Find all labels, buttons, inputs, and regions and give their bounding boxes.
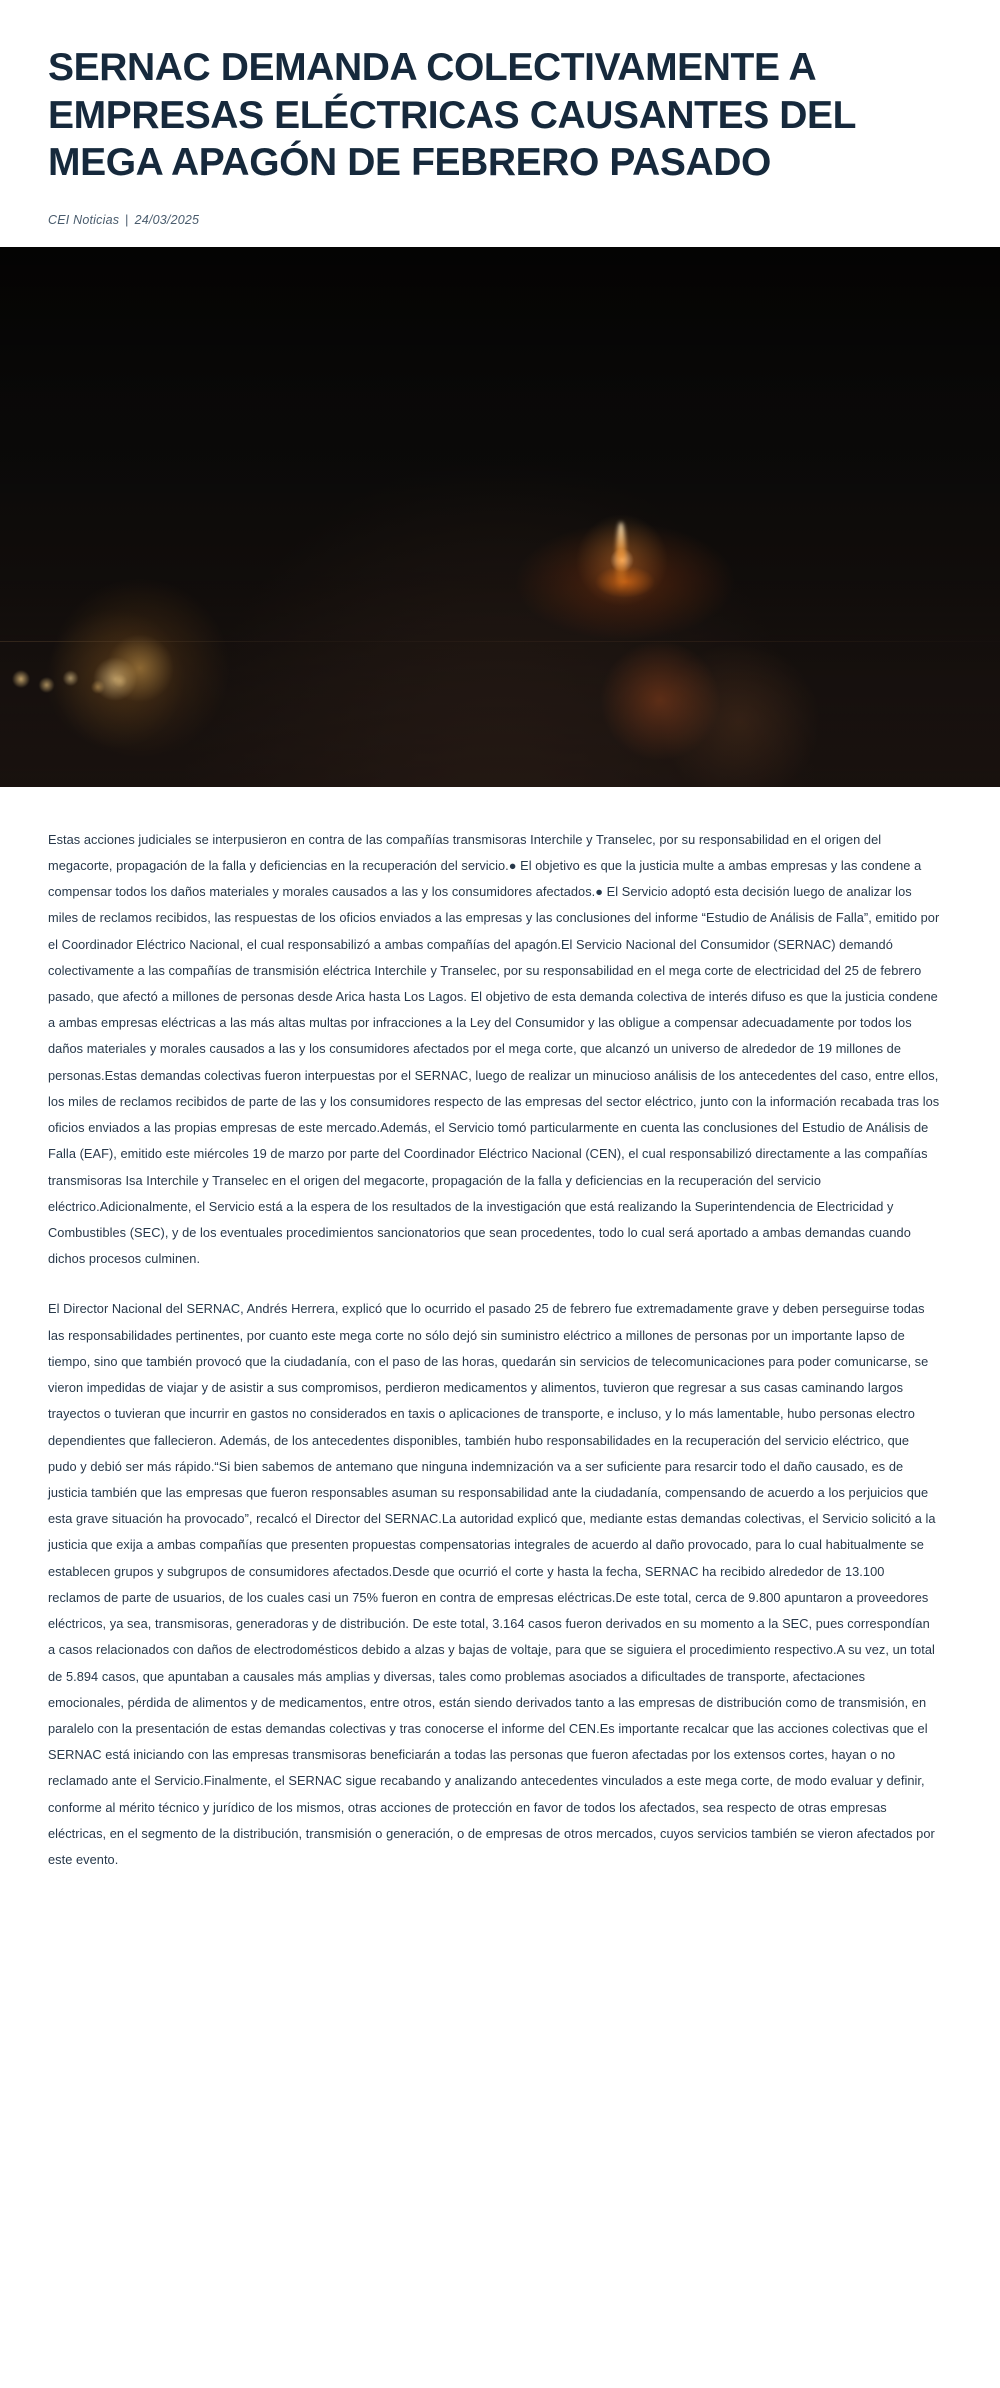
meta-separator: | <box>125 212 129 227</box>
article-paragraph: Estas acciones judiciales se interpusieron en contra de las compañías transmisoras Interchile y Transelec, por su responsabilidad en el origen del megacorte, propagación de la falla y deficiencias en la recuperación del servicio.● El objetivo es que la justicia multe a ambas empresas y las condene a compensar todos los daños materiales y morales causados a las y los consumidores afectados.● El Servicio adoptó esta decisión luego de analizar los miles de reclamos recibidos, las respuestas de los oficios enviados a las empresas y las conclusiones del informe “Estudio de Análisis de Falla”, emitido por el Coordinador Eléctrico Nacional, el cual responsabilizó a ambas compañías del apagón.El Servicio Nacional del Consumidor (SERNAC) demandó colectivamente a las compañías de transmisión eléctrica Interchile y Transelec, por su responsabilidad en el mega corte de electricidad del 25 de febrero pasado, que afectó a millones de personas desde Arica hasta Los Lagos. El objetivo de esta demanda colectiva de interés difuso es que la justicia condene a ambas empresas eléctricas a las más altas multas por infracciones a la Ley del Consumidor y las obligue a compensar adecuadamente por todos los daños materiales y morales causados a las y los consumidores afectados por el mega corte, que alcanzó un universo de alrededor de 19 millones de personas.Estas demandas colectivas fueron interpuestas por el SERNAC, luego de realizar un minucioso análisis de los antecedentes del caso, entre ellos, los miles de reclamos recibidos de parte de las y los consumidores respecto de las empresas del sector eléctrico, junto con la información recabada tras los oficios enviados a las propias empresas de este mercado.Además, el Servicio tomó particularmente en cuenta las conclusiones del Estudio de Análisis de Falla (EAF), emitido este miércoles 19 de marzo por parte del Coordinador Eléctrico Nacional (CEN), el cual responsabilizó directamente a las compañías transmisoras Isa Interchile y Transelec en el origen del megacorte, propagación de la falla y deficiencias en la recuperación del servicio eléctrico.Adicionalmente, el Servicio está a la espera de los resultados de la investigación que está realizando la Superintendencia de Electricidad y Combustibles (SEC), y de los eventuales procedimientos sancionatorios que sean procedentes, todo lo cual será aportado a ambas demandas cuando dichos procesos culminen. <box>48 831 940 1267</box>
publish-date: 24/03/2025 <box>134 212 200 227</box>
article-paragraph: El Director Nacional del SERNAC, Andrés Herrera, explicó que lo ocurrido el pasado 25 de febrero fue extremadamente grave y deben perseguirse todas las responsabilidades pertinentes, por cuanto este mega corte no sólo dejó sin suministro eléctrico a millones de personas por un importante lapso de tiempo, sino que también provocó que la ciudadanía, con el paso de las horas, quedarán sin servicios de telecomunicaciones para poder comunicarse, se vieron impedidas de viajar y de asistir a sus compromisos, perdieron medicamentos y alimentos, tuvieron que regresar a sus casas caminando largos trayectos o tuvieran que incurrir en gastos no considerados en taxis o aplicaciones de transporte, e incluso, y lo más lamentable, hubo personas electro dependientes que fallecieron. Además, de los antecedentes disponibles, también hubo responsabilidades en la recuperación del servicio eléctrico, que pudo y debió ser más rápido.“Si bien sabemos de antemano que ninguna indemnización va a ser suficiente para resarcir todo el daño causado, es de justicia también que las empresas que fueron responsables asuman su responsabilidad ante la ciudadanía, compensando de acuerdo a los perjuicios que esta grave situación ha provocado”, recalcó el Director del SERNAC.La autoridad explicó que, mediante estas demandas colectivas, el Servicio solicitó a la justicia que exija a ambas compañías que presenten propuestas compensatorias integrales de acuerdo al daño provocado, para lo cual habitualmente se establecen grupos y subgrupos de consumidores afectados.Desde que ocurrió el corte y hasta la fecha, SERNAC ha recibido alrededor de 13.100 reclamos de parte de usuarios, de los cuales casi un 75% fueron en contra de empresas eléctricas.De este total, cerca de 9.800 apuntaron a proveedores eléctricos, ya sea, transmisoras, generadoras y de distribución. De este total, 3.164 casos fueron derivados en su momento a la SEC, pues correspondían a casos relacionados con daños de electrodomésticos debido a alzas y bajas de voltaje, para que se siguiera el procedimiento respectivo.A su vez, un total de 5.894 casos, que apuntaban a causales más amplias y diversas, tales como problemas asociados a dificultades de transporte, afectaciones emocionales, pérdida de alimentos y de medicamentos, entre otros, están siendo derivados tanto a las empresas de distribución como de transmisión, en paralelo con la presentación de estas demandas colectivas y tras conocerse el informe del CEN.Es importante recalcar que las acciones colectivas que el SERNAC está iniciando con las empresas transmisoras beneficiarán a todas las personas que fueron afectadas por los extensos cortes, hayan o no reclamado ante el Servicio.Finalmente, el SERNAC sigue recabando y analizando antecedentes vinculados a este mega corte, de modo evaluar y definir, conforme al mérito técnico y jurídico de los mismos, otras acciones de protección en favor de todos los afectados, sea respecto de otras empresas eléctricas, en el segmento de la distribución, transmisión o generación, o de empresas de otros mercados, cuyos servicios también se vieron afectados por este evento. <box>48 1301 936 1868</box>
hero-image <box>0 247 1000 787</box>
byline: CEI Noticias <box>48 212 120 227</box>
hero-distant-lights <box>5 663 165 703</box>
article-body <box>0 787 1000 1944</box>
hero-fire-glow <box>616 522 626 592</box>
hero-photo <box>0 247 1000 787</box>
article-meta <box>0 187 1000 227</box>
hero-horizon-line <box>0 641 1000 642</box>
page-title: SERNAC DEMANDA COLECTIVAMENTE A EMPRESAS ELÉCTRICAS CAUSANTES DEL MEGA APAGÓN DE FEBRERO PASADO <box>48 46 856 185</box>
